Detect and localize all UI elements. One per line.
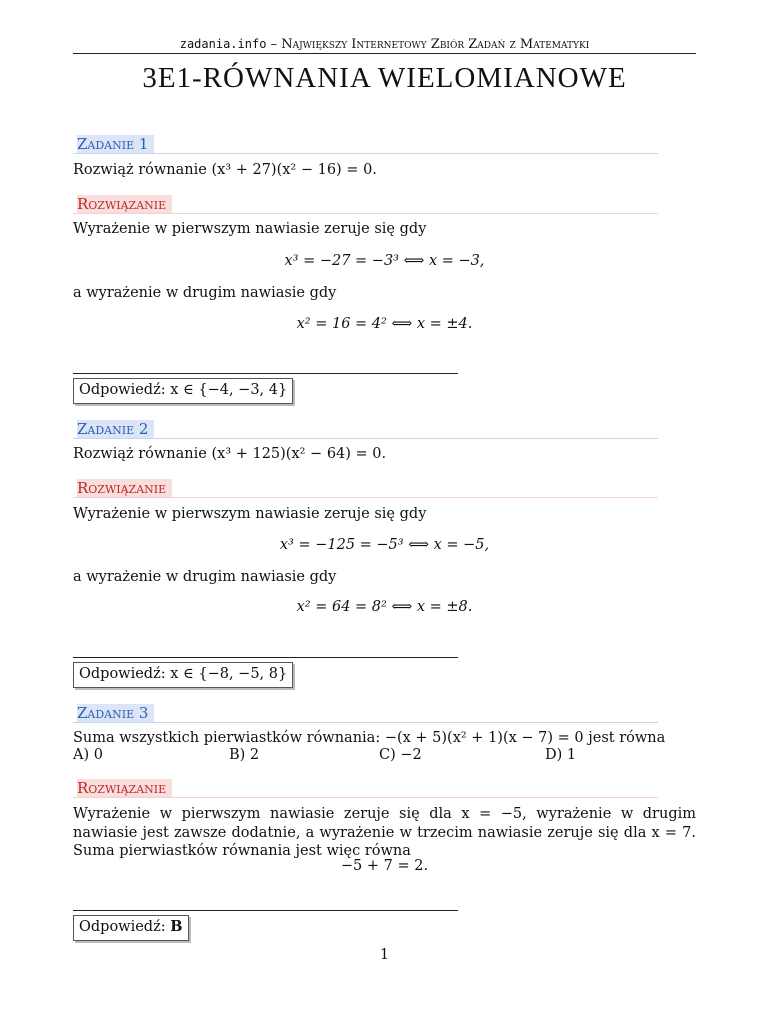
- task-1-equation-2: x² = 16 = 4² ⟺ x = ±4.: [296, 316, 473, 332]
- task-1-solution-line2: a wyrażenie w drugim nawiasie gdy: [73, 285, 337, 301]
- task-1-solution-line1: Wyrażenie w pierwszym nawiasie zeruje się gdy: [73, 221, 427, 237]
- task-3-answer: [73, 915, 189, 941]
- document-title: 3E1-RÓWNANIA WIELOMIANOWE: [142, 62, 627, 94]
- task-2-statement: Rozwiąż równanie (x³ + 125)(x² − 64) = 0.: [73, 446, 387, 462]
- choice-b: B) 2: [229, 747, 260, 763]
- task-3-answer-prefix: Odpowiedź:: [79, 919, 171, 935]
- task-1-answer: Odpowiedź: x ∈ {−4, −3, 4}: [73, 378, 293, 404]
- choice-a: A) 0: [73, 747, 103, 763]
- task-3-answer-value: B: [170, 918, 183, 935]
- task-3-label: Zadanie 3: [73, 703, 658, 723]
- task-2-answer: Odpowiedź: x ∈ {−8, −5, 8}: [73, 662, 293, 688]
- task-2-rule: [73, 657, 458, 658]
- task-3-statement: Suma wszystkich pierwiastków równania: −(x + 5)(x² + 1)(x − 7) = 0 jest równa: [73, 730, 666, 746]
- choice-c: C) −2: [379, 747, 422, 763]
- site-name[interactable]: zadania.info: [179, 37, 267, 51]
- task-3-choices: [73, 747, 696, 766]
- page-number: 1: [379, 947, 390, 963]
- header-separator: –: [266, 37, 282, 52]
- site-tagline: Największy Internetowy Zbiór Zadań z Matematyki: [281, 37, 590, 52]
- task-3-rule: [73, 910, 458, 911]
- task-2-solution-line2: a wyrażenie w drugim nawiasie gdy: [73, 569, 337, 585]
- page-header: [73, 37, 696, 54]
- task-2-equation-2: x² = 64 = 8² ⟺ x = ±8.: [296, 599, 473, 615]
- choice-d: D) 1: [545, 747, 577, 763]
- task-1-solution-label: Rozwiązanie: [73, 194, 658, 214]
- task-3-equation-1: −5 + 7 = 2.: [340, 858, 429, 874]
- task-1-label: Zadanie 1: [73, 134, 658, 154]
- task-2-solution-line1: Wyrażenie w pierwszym nawiasie zeruje się gdy: [73, 506, 427, 522]
- task-3-solution-label: Rozwiązanie: [73, 778, 658, 798]
- task-2-label: Zadanie 2: [73, 419, 658, 439]
- task-2-solution-label: Rozwiązanie: [73, 478, 658, 498]
- task-2-equation-1: x³ = −125 = −5³ ⟺ x = −5,: [279, 537, 490, 553]
- task-1-rule: [73, 373, 458, 374]
- task-1-statement: Rozwiąż równanie (x³ + 27)(x² − 16) = 0.: [73, 162, 377, 178]
- task-3-solution-text: Wyrażenie w pierwszym nawiasie zeruje się dla x = −5, wyrażenie w drugim nawiasie jest zawsze dodatnie, a wyrażenie w trzecim nawiasie zeruje się dla x = 7. Suma pierwiastków równania jest więc równa: [73, 806, 696, 859]
- task-1-equation-1: x³ = −27 = −3³ ⟺ x = −3,: [284, 253, 485, 269]
